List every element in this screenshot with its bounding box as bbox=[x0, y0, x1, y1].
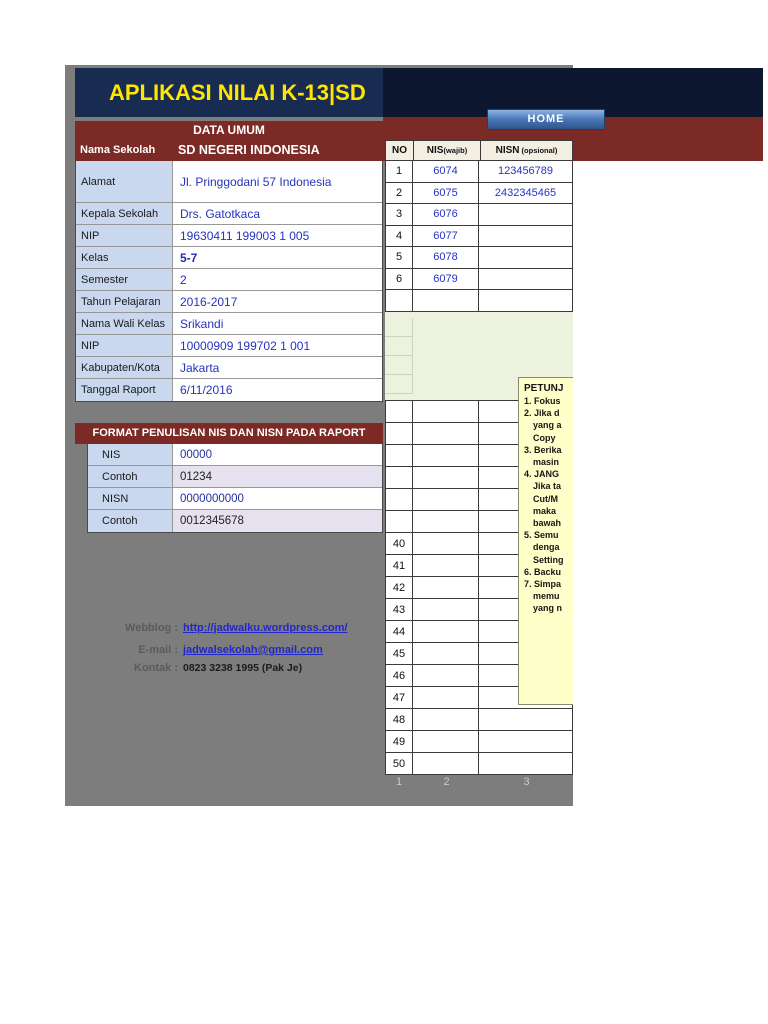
form-row bbox=[76, 313, 382, 335]
app-title: APLIKASI NILAI K-13|SD bbox=[75, 68, 383, 117]
nis-cell[interactable] bbox=[413, 643, 479, 664]
no-cell bbox=[386, 511, 413, 532]
col-header-no: NO bbox=[386, 141, 414, 160]
empty-cell bbox=[385, 337, 413, 356]
no-cell: 1 bbox=[386, 161, 413, 182]
field-label: NIP bbox=[76, 335, 173, 356]
note-line: bawah bbox=[533, 518, 562, 529]
field-label: Tahun Pelajaran bbox=[76, 291, 173, 312]
no-cell: 46 bbox=[386, 665, 413, 686]
no-cell: 43 bbox=[386, 599, 413, 620]
no-cell: 45 bbox=[386, 643, 413, 664]
note-line: Cut/M bbox=[533, 493, 558, 504]
field-value[interactable]: Jakarta bbox=[173, 357, 382, 378]
hidden-rows-gap bbox=[385, 318, 413, 394]
student-row bbox=[385, 161, 573, 183]
no-cell: 47 bbox=[386, 687, 413, 708]
no-cell: 49 bbox=[386, 731, 413, 752]
no-cell bbox=[386, 489, 413, 510]
format-row bbox=[88, 466, 382, 488]
form-row bbox=[76, 357, 382, 379]
nis-cell[interactable]: 6077 bbox=[413, 226, 479, 247]
field-label: Tanggal Raport bbox=[76, 379, 173, 401]
kontak-value: 0823 3238 1995 (Pak Je) bbox=[183, 662, 303, 674]
form-row bbox=[76, 269, 382, 291]
note-line: 7. Simpa bbox=[524, 579, 562, 590]
student-row bbox=[385, 290, 573, 312]
form-row bbox=[76, 203, 382, 225]
field-label: Alamat bbox=[76, 161, 173, 202]
col-header-nis bbox=[414, 141, 481, 160]
format-label: Contoh bbox=[88, 510, 173, 532]
empty-cell bbox=[385, 318, 413, 337]
note-title: PETUNJ bbox=[524, 383, 564, 394]
webblog-link[interactable]: http://jadwalku.wordpress.com/ bbox=[183, 622, 348, 634]
field-value[interactable]: 10000909 199702 1 001 bbox=[173, 335, 382, 356]
format-label: NISN bbox=[88, 488, 173, 509]
student-row bbox=[385, 269, 573, 291]
no-cell: 48 bbox=[386, 709, 413, 730]
no-cell: 5 bbox=[386, 247, 413, 268]
format-value[interactable]: 01234 bbox=[173, 466, 382, 487]
webblog-label: Webblog : bbox=[125, 622, 178, 634]
student-row bbox=[385, 247, 573, 269]
format-table bbox=[87, 444, 383, 533]
field-value[interactable]: Srikandi bbox=[173, 313, 382, 334]
data-umum-header: DATA UMUM bbox=[75, 121, 383, 139]
student-rows bbox=[385, 161, 573, 312]
note-line: yang a bbox=[533, 420, 562, 431]
note-line: 1. Fokus bbox=[524, 396, 561, 406]
format-label: NIS bbox=[88, 444, 173, 465]
no-cell: 41 bbox=[386, 555, 413, 576]
no-cell bbox=[386, 467, 413, 488]
email-link[interactable]: jadwalsekolah@gmail.com bbox=[183, 644, 323, 656]
no-cell bbox=[386, 423, 413, 444]
col-header-nisn bbox=[481, 141, 572, 160]
student-table-header bbox=[385, 140, 573, 161]
nis-cell[interactable] bbox=[413, 533, 479, 554]
grid-row bbox=[385, 753, 573, 775]
instructions-note bbox=[518, 377, 573, 705]
note-line: memu bbox=[533, 591, 560, 602]
field-value[interactable]: Drs. Gatotkaca bbox=[173, 203, 382, 224]
webblog-line bbox=[75, 622, 380, 634]
nisn-cell[interactable] bbox=[479, 247, 572, 268]
nisn-header-note: (opsional) bbox=[521, 146, 558, 155]
note-line: Setting bbox=[533, 554, 564, 565]
no-cell: 6 bbox=[386, 269, 413, 290]
field-value[interactable]: 6/11/2016 bbox=[173, 379, 382, 401]
nis-cell[interactable] bbox=[413, 467, 479, 488]
nisn-header-text: NISN bbox=[495, 145, 520, 156]
grid-row bbox=[385, 709, 573, 731]
note-line: 3. Berika bbox=[524, 444, 562, 455]
no-cell bbox=[386, 445, 413, 466]
no-cell: 40 bbox=[386, 533, 413, 554]
footer-col-number: 2 bbox=[443, 776, 450, 788]
no-cell: 4 bbox=[386, 226, 413, 247]
nis-header-text: NIS bbox=[426, 145, 444, 156]
field-value[interactable]: 2016-2017 bbox=[173, 291, 382, 312]
note-line: 5. Semu bbox=[524, 530, 559, 541]
nisn-cell[interactable] bbox=[479, 290, 572, 311]
format-value[interactable]: 0012345678 bbox=[173, 510, 382, 532]
format-table-header: FORMAT PENULISAN NIS DAN NISN PADA RAPORT bbox=[75, 423, 383, 444]
grid-row bbox=[385, 731, 573, 753]
nisn-cell[interactable]: 123456789 bbox=[497, 165, 554, 178]
field-value[interactable]: 5-7 bbox=[173, 247, 382, 268]
data-umum-table bbox=[75, 161, 383, 402]
nis-cell[interactable]: 6074 bbox=[413, 161, 479, 182]
note-line: Copy bbox=[533, 432, 556, 443]
nis-cell[interactable] bbox=[413, 423, 479, 444]
no-cell: 2 bbox=[386, 183, 413, 204]
school-name-label: Nama Sekolah bbox=[80, 144, 156, 156]
no-cell bbox=[386, 401, 413, 422]
nis-cell[interactable] bbox=[413, 665, 479, 686]
footer-col-number: 3 bbox=[523, 776, 530, 788]
nis-cell[interactable]: 6078 bbox=[413, 247, 479, 268]
nis-cell[interactable]: 6075 bbox=[413, 183, 479, 204]
nis-cell[interactable] bbox=[413, 511, 479, 532]
nis-cell[interactable] bbox=[413, 489, 479, 510]
form-row bbox=[76, 335, 382, 357]
nis-cell[interactable] bbox=[413, 731, 479, 752]
field-label: Semester bbox=[76, 269, 173, 290]
nis-cell[interactable] bbox=[413, 577, 479, 598]
nisn-cell[interactable] bbox=[479, 269, 572, 290]
no-cell: 42 bbox=[386, 577, 413, 598]
no-cell: 3 bbox=[386, 204, 413, 225]
no-cell bbox=[386, 290, 413, 311]
student-row bbox=[385, 183, 573, 205]
nis-cell[interactable] bbox=[413, 599, 479, 620]
nisn-cell[interactable] bbox=[479, 709, 572, 730]
form-row bbox=[76, 161, 382, 203]
no-cell: 50 bbox=[386, 753, 413, 774]
empty-cell bbox=[385, 375, 413, 394]
field-label: Nama Wali Kelas bbox=[76, 313, 173, 334]
footer-col-number: 1 bbox=[395, 776, 403, 788]
field-label: Kabupaten/Kota bbox=[76, 357, 173, 378]
note-line: Jika ta bbox=[533, 481, 562, 492]
nis-cell[interactable] bbox=[413, 290, 479, 311]
note-line: yang n bbox=[533, 603, 563, 614]
field-value[interactable]: 2 bbox=[173, 269, 382, 290]
format-row bbox=[88, 444, 382, 466]
form-row bbox=[76, 379, 382, 401]
kontak-label: Kontak : bbox=[134, 662, 178, 674]
form-row bbox=[76, 225, 382, 247]
school-name-row bbox=[75, 139, 383, 161]
form-row bbox=[76, 291, 382, 313]
kontak-line bbox=[75, 662, 380, 674]
student-row bbox=[385, 226, 573, 248]
note-line: denga bbox=[533, 542, 560, 553]
nis-cell[interactable] bbox=[413, 555, 479, 576]
field-label: NIP bbox=[76, 225, 173, 246]
note-line: 2. Jika d bbox=[524, 408, 560, 419]
empty-cell bbox=[385, 356, 413, 375]
nis-header-note: (wajib) bbox=[443, 146, 468, 155]
home-button[interactable]: HOME bbox=[487, 109, 605, 130]
field-value[interactable]: 19630411 199003 1 005 bbox=[173, 225, 382, 246]
email-label: E-mail : bbox=[138, 644, 178, 656]
nis-cell[interactable] bbox=[413, 687, 479, 708]
note-line: 6. Backu bbox=[524, 566, 562, 577]
note-line: masin bbox=[533, 457, 560, 468]
format-value[interactable]: 0000000000 bbox=[180, 492, 244, 505]
note-line: 4. JANG bbox=[524, 469, 560, 480]
nis-cell[interactable] bbox=[413, 445, 479, 466]
email-line bbox=[75, 644, 380, 656]
student-row bbox=[385, 204, 573, 226]
note-line: maka bbox=[533, 505, 557, 516]
form-row bbox=[76, 247, 382, 269]
format-label: Contoh bbox=[88, 466, 173, 487]
field-label: Kepala Sekolah bbox=[76, 203, 173, 224]
nisn-cell[interactable] bbox=[479, 731, 572, 752]
format-row bbox=[88, 488, 382, 510]
nis-cell[interactable] bbox=[413, 709, 479, 730]
nis-cell[interactable]: 6079 bbox=[413, 269, 479, 290]
field-value[interactable]: Jl. Pringgodani 57 Indonesia bbox=[173, 161, 382, 202]
no-cell: 44 bbox=[386, 621, 413, 642]
nisn-cell[interactable] bbox=[479, 204, 572, 225]
format-row bbox=[88, 510, 382, 532]
nisn-cell[interactable] bbox=[479, 753, 572, 774]
format-value[interactable]: 00000 bbox=[180, 448, 212, 461]
field-label: Kelas bbox=[76, 247, 173, 268]
nis-cell[interactable]: 6076 bbox=[413, 204, 479, 225]
nis-cell[interactable] bbox=[413, 753, 479, 774]
nis-cell[interactable] bbox=[413, 621, 479, 642]
school-name-value[interactable]: SD NEGERI INDONESIA bbox=[178, 143, 320, 157]
nis-cell[interactable] bbox=[413, 401, 479, 422]
nisn-cell[interactable]: 2432345465 bbox=[494, 186, 557, 199]
nisn-cell[interactable] bbox=[479, 226, 572, 247]
